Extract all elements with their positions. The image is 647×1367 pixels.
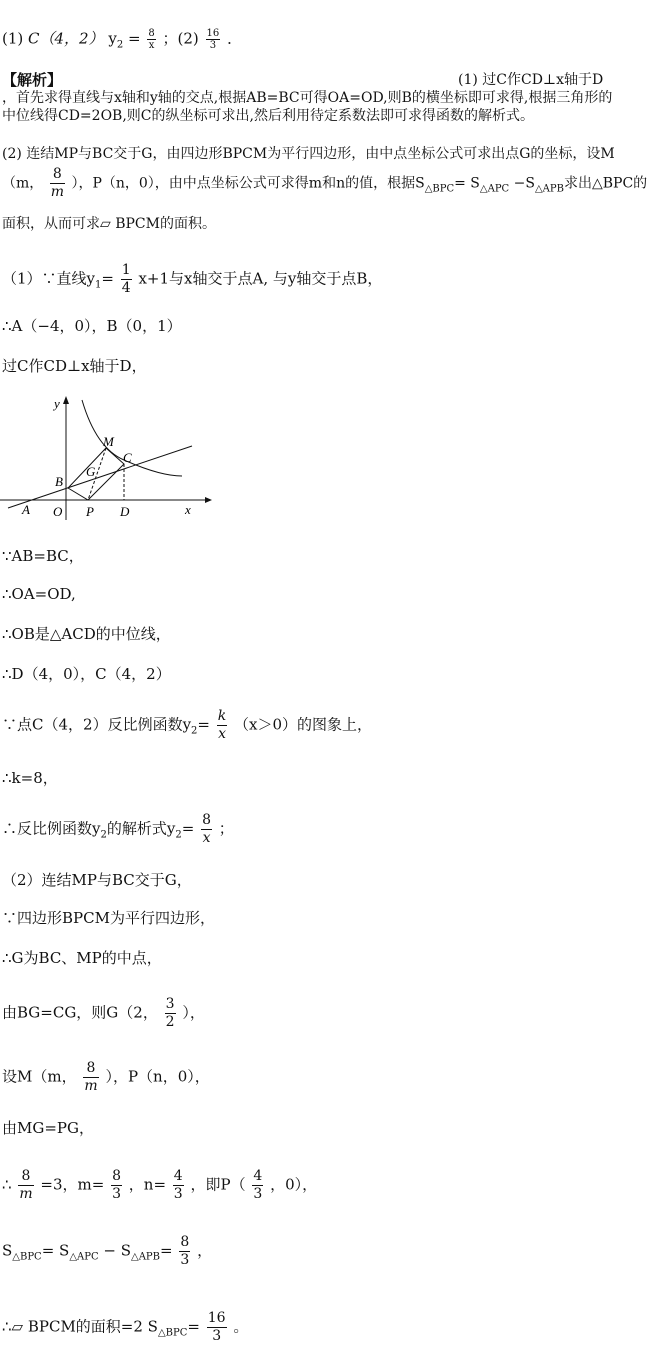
answer-fraction: $\frac{8}{x}$: [148, 28, 155, 51]
x-axis-arrow-icon: [205, 497, 212, 503]
area-bpcm-fraction: $\frac{16}{3}$: [207, 1310, 226, 1344]
solution-line-17: ∴ $\frac{8}{m}$ =3，m= $\frac{8}{3}$ ，n= $\frac{4}{3}$ ，即P（ $\frac{4}{3}$ ，0），: [2, 1168, 318, 1202]
answer-y-sub: 2: [116, 39, 124, 51]
label-c: C: [123, 450, 132, 465]
solution-line-11: （2）连结MP与BC交于G，: [2, 871, 192, 889]
answer-part1-label: (1): [2, 29, 24, 48]
solution-line-3: 过C作CD⊥x轴于D，: [2, 357, 147, 375]
solution-line-9: ∴k=8，: [2, 769, 58, 787]
analysis-line-2: 中位线得CD=2OB,则C的纵坐标可求出,然后利用待定系数法即可求得函数的解析式。: [2, 108, 534, 124]
analysis-hint: (1) 过C作CD⊥x轴于D: [458, 72, 604, 88]
m-y-fraction: $\frac{8}{m}$: [84, 1060, 98, 1094]
analysis-line-3: (2) 连结MP与BC交于G，由四边形BPCM为平行四边形，由中点坐标公式可求出点G的坐标，设M: [2, 146, 615, 162]
label-d: D: [120, 504, 130, 519]
solution-line-1: （1）∵直线$y_1=$ $\frac{1}{4}$ x+1与x轴交于点A, 与y轴交于点B，: [2, 262, 383, 296]
answer-part2-label: ；(2): [162, 29, 199, 48]
slope-fraction: $\frac{1}{4}$: [121, 262, 131, 296]
y-axis-arrow-icon: [63, 396, 69, 404]
answer-point-c: C（4，2）: [28, 29, 104, 48]
label-o: O: [53, 504, 63, 519]
analysis-line-4: （m， $\frac{8}{m}$ ），P（n，0），由中点坐标公式可求得m和n的值，根据$S_{\triangle BPC}= S_{\triangle APC} -S_{\triangle APB}$求出△BPC的: [2, 166, 647, 200]
eight-over-x-fraction: $\frac{8}{x}$: [202, 812, 211, 846]
solution-line-7: ∴D（4，0），C（4，2）: [2, 665, 171, 683]
g-y-fraction: $\frac{3}{2}$: [165, 996, 175, 1030]
solution-line-5: ∴OA=OD,: [2, 585, 76, 603]
solution-line-18: $S_{\triangle BPC}= S_{\triangle APC} - S_{\triangle APB}=$ $\frac{8}{3}$ ，: [2, 1234, 213, 1268]
analysis-fraction-m: $\frac{8}{m}$: [50, 166, 65, 200]
analysis-line-1: ，首先求得直线与x轴和y轴的交点,根据AB=BC可得OA=OD,则B的横坐标即可求得,根据三角形的: [2, 90, 613, 106]
solution-line-13: ∴G为BC、MP的中点，: [2, 949, 162, 967]
geometry-figure: [0, 390, 220, 530]
solution-line-2: ∴A（−4，0），B（0，1）: [2, 317, 182, 335]
label-m: M: [103, 434, 114, 449]
solution-line-16: 由MG=PG，: [2, 1119, 94, 1137]
analysis-header: 【解析】: [2, 71, 63, 89]
label-b: B: [55, 474, 63, 489]
solution-line-12: ∵四边形BPCM为平行四边形，: [2, 909, 215, 927]
answer-area-fraction: $\frac{16}{3}$: [206, 28, 220, 51]
solution-line-10: ∴反比例函数$y_2$的解析式$y_2=$ $\frac{8}{x}$ ；: [2, 812, 234, 846]
label-y: y: [54, 396, 60, 411]
answer-line: (1) C（4，2） $y_2$ = $\frac{8}{x}$ ；(2) $\frac{16}{3}$ ．: [2, 28, 243, 51]
solution-line-19: ∴▱ BPCM的面积=2 $S_{\triangle BPC}=$ $\frac{16}{3}$ 。: [2, 1310, 249, 1344]
analysis-line-5: 面积，从而可求▱ BPCM的面积。: [2, 216, 216, 232]
solution-line-14: 由BG=CG，则G（2， $\frac{3}{2}$ ），: [2, 996, 205, 1030]
hyperbola-curve: [82, 400, 182, 476]
solution-line-8: ∵点C（4，2）反比例函数$y_2=$ $\frac{k}{x}$ （x＞0）的图象上，: [2, 708, 373, 742]
label-a: A: [22, 502, 30, 517]
answer-y: y: [108, 29, 117, 48]
answer-eq: =: [123, 29, 146, 48]
k-over-x-fraction: $\frac{k}{x}$: [217, 708, 227, 742]
solution-line-4: ∵AB=BC，: [2, 547, 84, 565]
solution-line-6: ∴OB是△ACD的中位线，: [2, 625, 171, 643]
label-p: P: [86, 504, 94, 519]
label-x: x: [185, 502, 191, 517]
solution-line-15: 设M（m， $\frac{8}{m}$ ），P（n，0），: [2, 1060, 210, 1094]
area-bpc-fraction: $\frac{8}{3}$: [180, 1234, 190, 1268]
line-y1: [8, 446, 192, 508]
label-g: G: [86, 464, 96, 479]
